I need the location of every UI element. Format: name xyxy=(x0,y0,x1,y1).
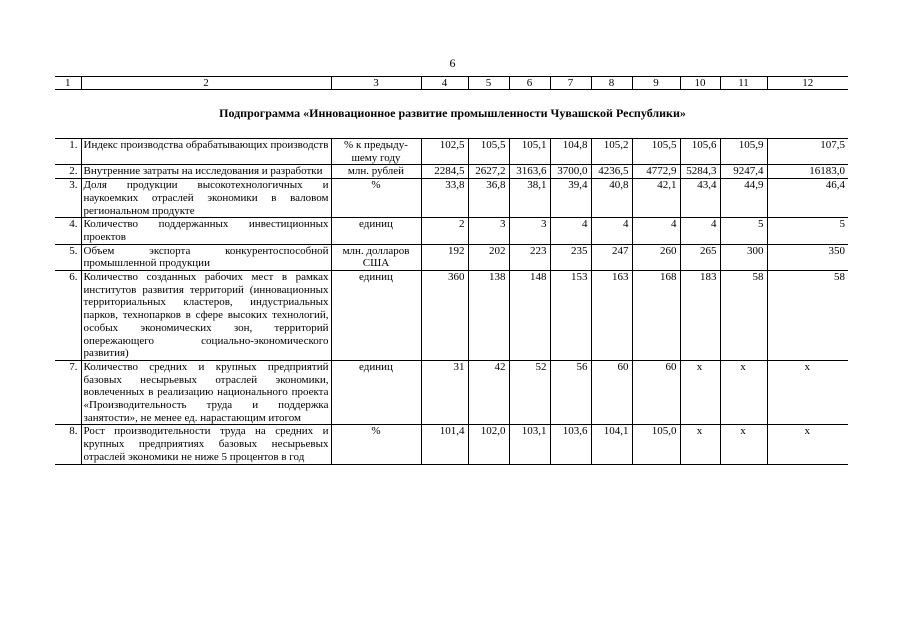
indicator-value: 60 xyxy=(632,360,680,425)
indicator-value: 168 xyxy=(632,271,680,361)
unit-of-measure: единиц xyxy=(331,218,421,244)
indicator-value: 5 xyxy=(767,218,848,244)
table-row xyxy=(55,244,848,270)
indicator-value: 103,6 xyxy=(550,425,591,464)
indicator-value: 102,5 xyxy=(421,139,468,165)
indicator-value: 58 xyxy=(720,271,767,361)
indicator-value: x xyxy=(720,425,767,464)
column-number-9: 9 xyxy=(632,77,680,90)
unit-of-measure: % к предыду-шему году xyxy=(331,139,421,165)
column-number-6: 6 xyxy=(509,77,550,90)
column-number-header xyxy=(55,76,848,90)
indicator-value: 3 xyxy=(509,218,550,244)
indicator-value: 42,1 xyxy=(632,179,680,218)
indicator-value: 4 xyxy=(550,218,591,244)
indicator-value: 202 xyxy=(468,244,509,270)
indicator-value: 2627,2 xyxy=(468,165,509,179)
indicators-table xyxy=(55,138,848,465)
indicator-value: 105,5 xyxy=(632,139,680,165)
column-number-12: 12 xyxy=(767,77,848,90)
indicator-value: 43,4 xyxy=(680,179,720,218)
indicator-value: 360 xyxy=(421,271,468,361)
indicator-value: 103,1 xyxy=(509,425,550,464)
header-row xyxy=(55,77,848,90)
indicator-name: Внутренние затраты на исследования и разработки xyxy=(81,165,331,179)
indicator-value: 4 xyxy=(632,218,680,244)
indicator-value: x xyxy=(720,360,767,425)
indicator-value: x xyxy=(680,425,720,464)
indicator-value: 52 xyxy=(509,360,550,425)
indicator-value: 235 xyxy=(550,244,591,270)
indicator-name: Количество созданных рабочих мест в рамках институтов развития территорий (инновационных территориальных кластеров, индустриальных парков, технопарков в сфере высоких технологий, особых экономических зон, территорий опережающего социально-экономического развития) xyxy=(81,271,331,361)
indicator-value: 105,1 xyxy=(509,139,550,165)
indicator-value: 9247,4 xyxy=(720,165,767,179)
row-number: 2. xyxy=(55,165,81,179)
indicator-value: 3700,0 xyxy=(550,165,591,179)
indicator-value: 4236,5 xyxy=(591,165,632,179)
indicator-name: Доля продукции высокотехнологичных и наукоемких отраслей экономики в валовом региональном продукте xyxy=(81,179,331,218)
table-row xyxy=(55,425,848,464)
indicator-value: 3 xyxy=(468,218,509,244)
indicator-value: 107,5 xyxy=(767,139,848,165)
unit-of-measure: единиц xyxy=(331,271,421,361)
indicator-value: 105,2 xyxy=(591,139,632,165)
indicator-value: 36,8 xyxy=(468,179,509,218)
indicator-value: 104,1 xyxy=(591,425,632,464)
indicator-value: 3163,6 xyxy=(509,165,550,179)
indicator-name: Количество поддержанных инвестиционных проектов xyxy=(81,218,331,244)
indicator-value: x xyxy=(680,360,720,425)
indicator-value: 60 xyxy=(591,360,632,425)
indicator-value: 16183,0 xyxy=(767,165,848,179)
indicator-name: Количество средних и крупных предприятий базовых несырьевых отраслей экономики, вовлеченных в реализацию национального проекта «Производительность труда и поддержка занятости», не менее ед. нарастающим итогом xyxy=(81,360,331,425)
indicator-value: 102,0 xyxy=(468,425,509,464)
column-number-11: 11 xyxy=(720,77,767,90)
indicator-value: 58 xyxy=(767,271,848,361)
indicator-value: 105,0 xyxy=(632,425,680,464)
indicator-value: 39,4 xyxy=(550,179,591,218)
indicator-value: 138 xyxy=(468,271,509,361)
indicator-value: 105,9 xyxy=(720,139,767,165)
indicator-value: 46,4 xyxy=(767,179,848,218)
indicator-name: Индекс производства обрабатывающих производств xyxy=(81,139,331,165)
indicator-value: 163 xyxy=(591,271,632,361)
unit-of-measure: единиц xyxy=(331,360,421,425)
table-row xyxy=(55,218,848,244)
unit-of-measure: млн. долларов США xyxy=(331,244,421,270)
table-row xyxy=(55,179,848,218)
indicator-value: 105,5 xyxy=(468,139,509,165)
row-number: 3. xyxy=(55,179,81,218)
indicator-value: 247 xyxy=(591,244,632,270)
indicator-value: 5284,3 xyxy=(680,165,720,179)
indicator-value: 31 xyxy=(421,360,468,425)
indicator-value: 2 xyxy=(421,218,468,244)
indicator-value: 56 xyxy=(550,360,591,425)
indicator-name: Рост производительности труда на средних и крупных предприятиях базовых несырьевых отраслей экономики не ниже 5 процентов в год xyxy=(81,425,331,464)
indicator-value: 223 xyxy=(509,244,550,270)
indicator-value: 300 xyxy=(720,244,767,270)
indicator-value: 42 xyxy=(468,360,509,425)
column-number-7: 7 xyxy=(550,77,591,90)
column-number-10: 10 xyxy=(680,77,720,90)
indicator-value: 4 xyxy=(591,218,632,244)
indicator-value: 148 xyxy=(509,271,550,361)
table-row xyxy=(55,139,848,165)
row-number: 6. xyxy=(55,271,81,361)
indicator-value: 33,8 xyxy=(421,179,468,218)
indicator-value: 153 xyxy=(550,271,591,361)
table-row xyxy=(55,165,848,179)
column-number-4: 4 xyxy=(421,77,468,90)
column-number-1: 1 xyxy=(55,77,81,90)
indicator-value: x xyxy=(767,425,848,464)
indicator-value: 350 xyxy=(767,244,848,270)
indicator-value: 192 xyxy=(421,244,468,270)
row-number: 1. xyxy=(55,139,81,165)
indicator-value: 38,1 xyxy=(509,179,550,218)
indicator-value: 265 xyxy=(680,244,720,270)
table-row xyxy=(55,271,848,361)
row-number: 8. xyxy=(55,425,81,464)
row-number: 5. xyxy=(55,244,81,270)
indicator-value: 44,9 xyxy=(720,179,767,218)
indicator-value: 4772,9 xyxy=(632,165,680,179)
indicator-value: 105,6 xyxy=(680,139,720,165)
column-number-5: 5 xyxy=(468,77,509,90)
unit-of-measure: млн. рублей xyxy=(331,165,421,179)
page-number: 6 xyxy=(449,56,456,70)
indicator-value: 104,8 xyxy=(550,139,591,165)
column-number-3: 3 xyxy=(331,77,421,90)
indicator-value: 40,8 xyxy=(591,179,632,218)
indicator-value: 101,4 xyxy=(421,425,468,464)
unit-of-measure: % xyxy=(331,425,421,464)
indicator-value: x xyxy=(767,360,848,425)
column-number-8: 8 xyxy=(591,77,632,90)
indicator-value: 4 xyxy=(680,218,720,244)
unit-of-measure: % xyxy=(331,179,421,218)
table-row xyxy=(55,360,848,425)
indicator-value: 183 xyxy=(680,271,720,361)
indicator-name: Объем экспорта конкурентоспособной промышленной продукции xyxy=(81,244,331,270)
subprogram-title: Подпрограмма «Инновационное развитие промышленности Чувашской Республики» xyxy=(219,106,686,120)
column-number-2: 2 xyxy=(81,77,331,90)
indicator-value: 2284,5 xyxy=(421,165,468,179)
indicator-value: 260 xyxy=(632,244,680,270)
row-number: 7. xyxy=(55,360,81,425)
row-number: 4. xyxy=(55,218,81,244)
indicator-value: 5 xyxy=(720,218,767,244)
